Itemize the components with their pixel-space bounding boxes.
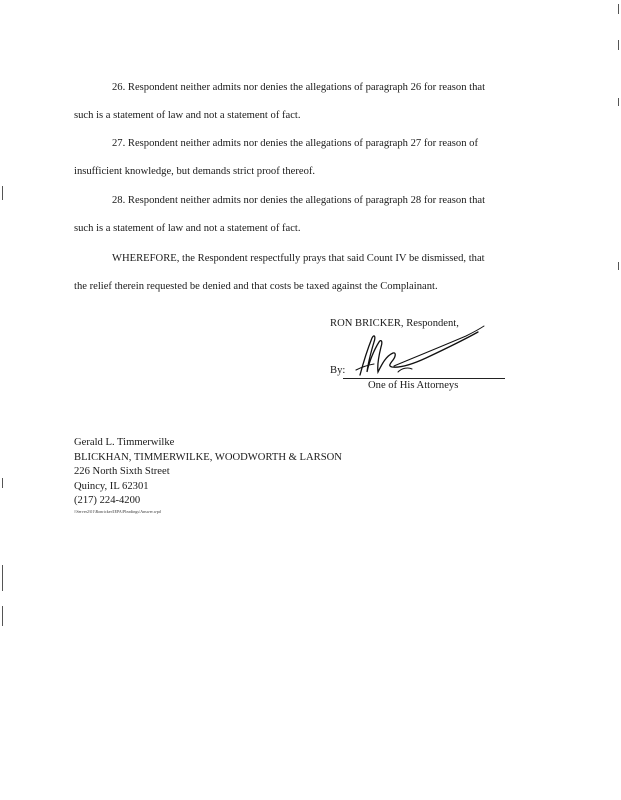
respondent-name: RON BRICKER, Respondent, xyxy=(330,318,459,329)
wherefore-paragraph xyxy=(74,245,544,301)
paragraph-26 xyxy=(74,74,544,130)
street-address: 226 North Sixth Street xyxy=(74,466,170,478)
paragraph-28-line1: 28. Respondent neither admits nor denies the allegations of paragraph 28 for reason that xyxy=(112,195,486,206)
attorney-name: Gerald L. Timmerwilke xyxy=(74,437,175,448)
attorneys-caption: One of His Attorneys xyxy=(368,380,459,391)
signature-block xyxy=(330,318,530,398)
scan-edge-mark xyxy=(2,478,3,488)
paragraph-27 xyxy=(74,130,544,186)
by-label: By: xyxy=(330,365,346,376)
phone-number: (217) 224-4200 xyxy=(74,495,141,507)
wherefore-line1: WHEREFORE, the Respondent respectfully prays that said Count IV be dismissed, that xyxy=(112,253,485,264)
paragraph-26-line2: such is a statement of law and not a statement of fact. xyxy=(74,110,301,121)
paragraph-27-line2: insufficient knowledge, but demands strict proof thereof. xyxy=(74,166,316,177)
scan-edge-mark xyxy=(618,262,619,270)
paragraph-26-line1: 26. Respondent neither admits nor denies the allegations of paragraph 26 for reason that xyxy=(112,82,486,93)
paragraph-28-line2: such is a statement of law and not a statement of fact. xyxy=(74,223,301,234)
scan-edge-mark xyxy=(618,4,619,14)
paragraph-28 xyxy=(74,187,544,243)
scan-edge-mark xyxy=(2,186,3,200)
scan-edge-mark xyxy=(2,565,3,591)
paragraph-27-line1: 27. Respondent neither admits nor denies the allegations of paragraph 27 for reason of xyxy=(112,138,478,149)
city-state-zip: Quincy, IL 62301 xyxy=(74,480,149,492)
scan-edge-mark xyxy=(2,606,3,626)
file-path: \\Server2\01\Ronricker\IEPA\Pleadings\Answer.wpd xyxy=(74,508,161,514)
attorney-address-block xyxy=(74,436,342,514)
handwritten-signature xyxy=(338,320,488,385)
wherefore-line2: the relief therein requested be denied and that costs be taxed against the Complainant. xyxy=(74,281,438,292)
law-firm-name: BLICKHAN, TIMMERWILKE, WOODWORTH & LARSON xyxy=(74,451,342,463)
scan-edge-mark xyxy=(618,40,619,50)
scan-edge-mark xyxy=(618,98,619,106)
